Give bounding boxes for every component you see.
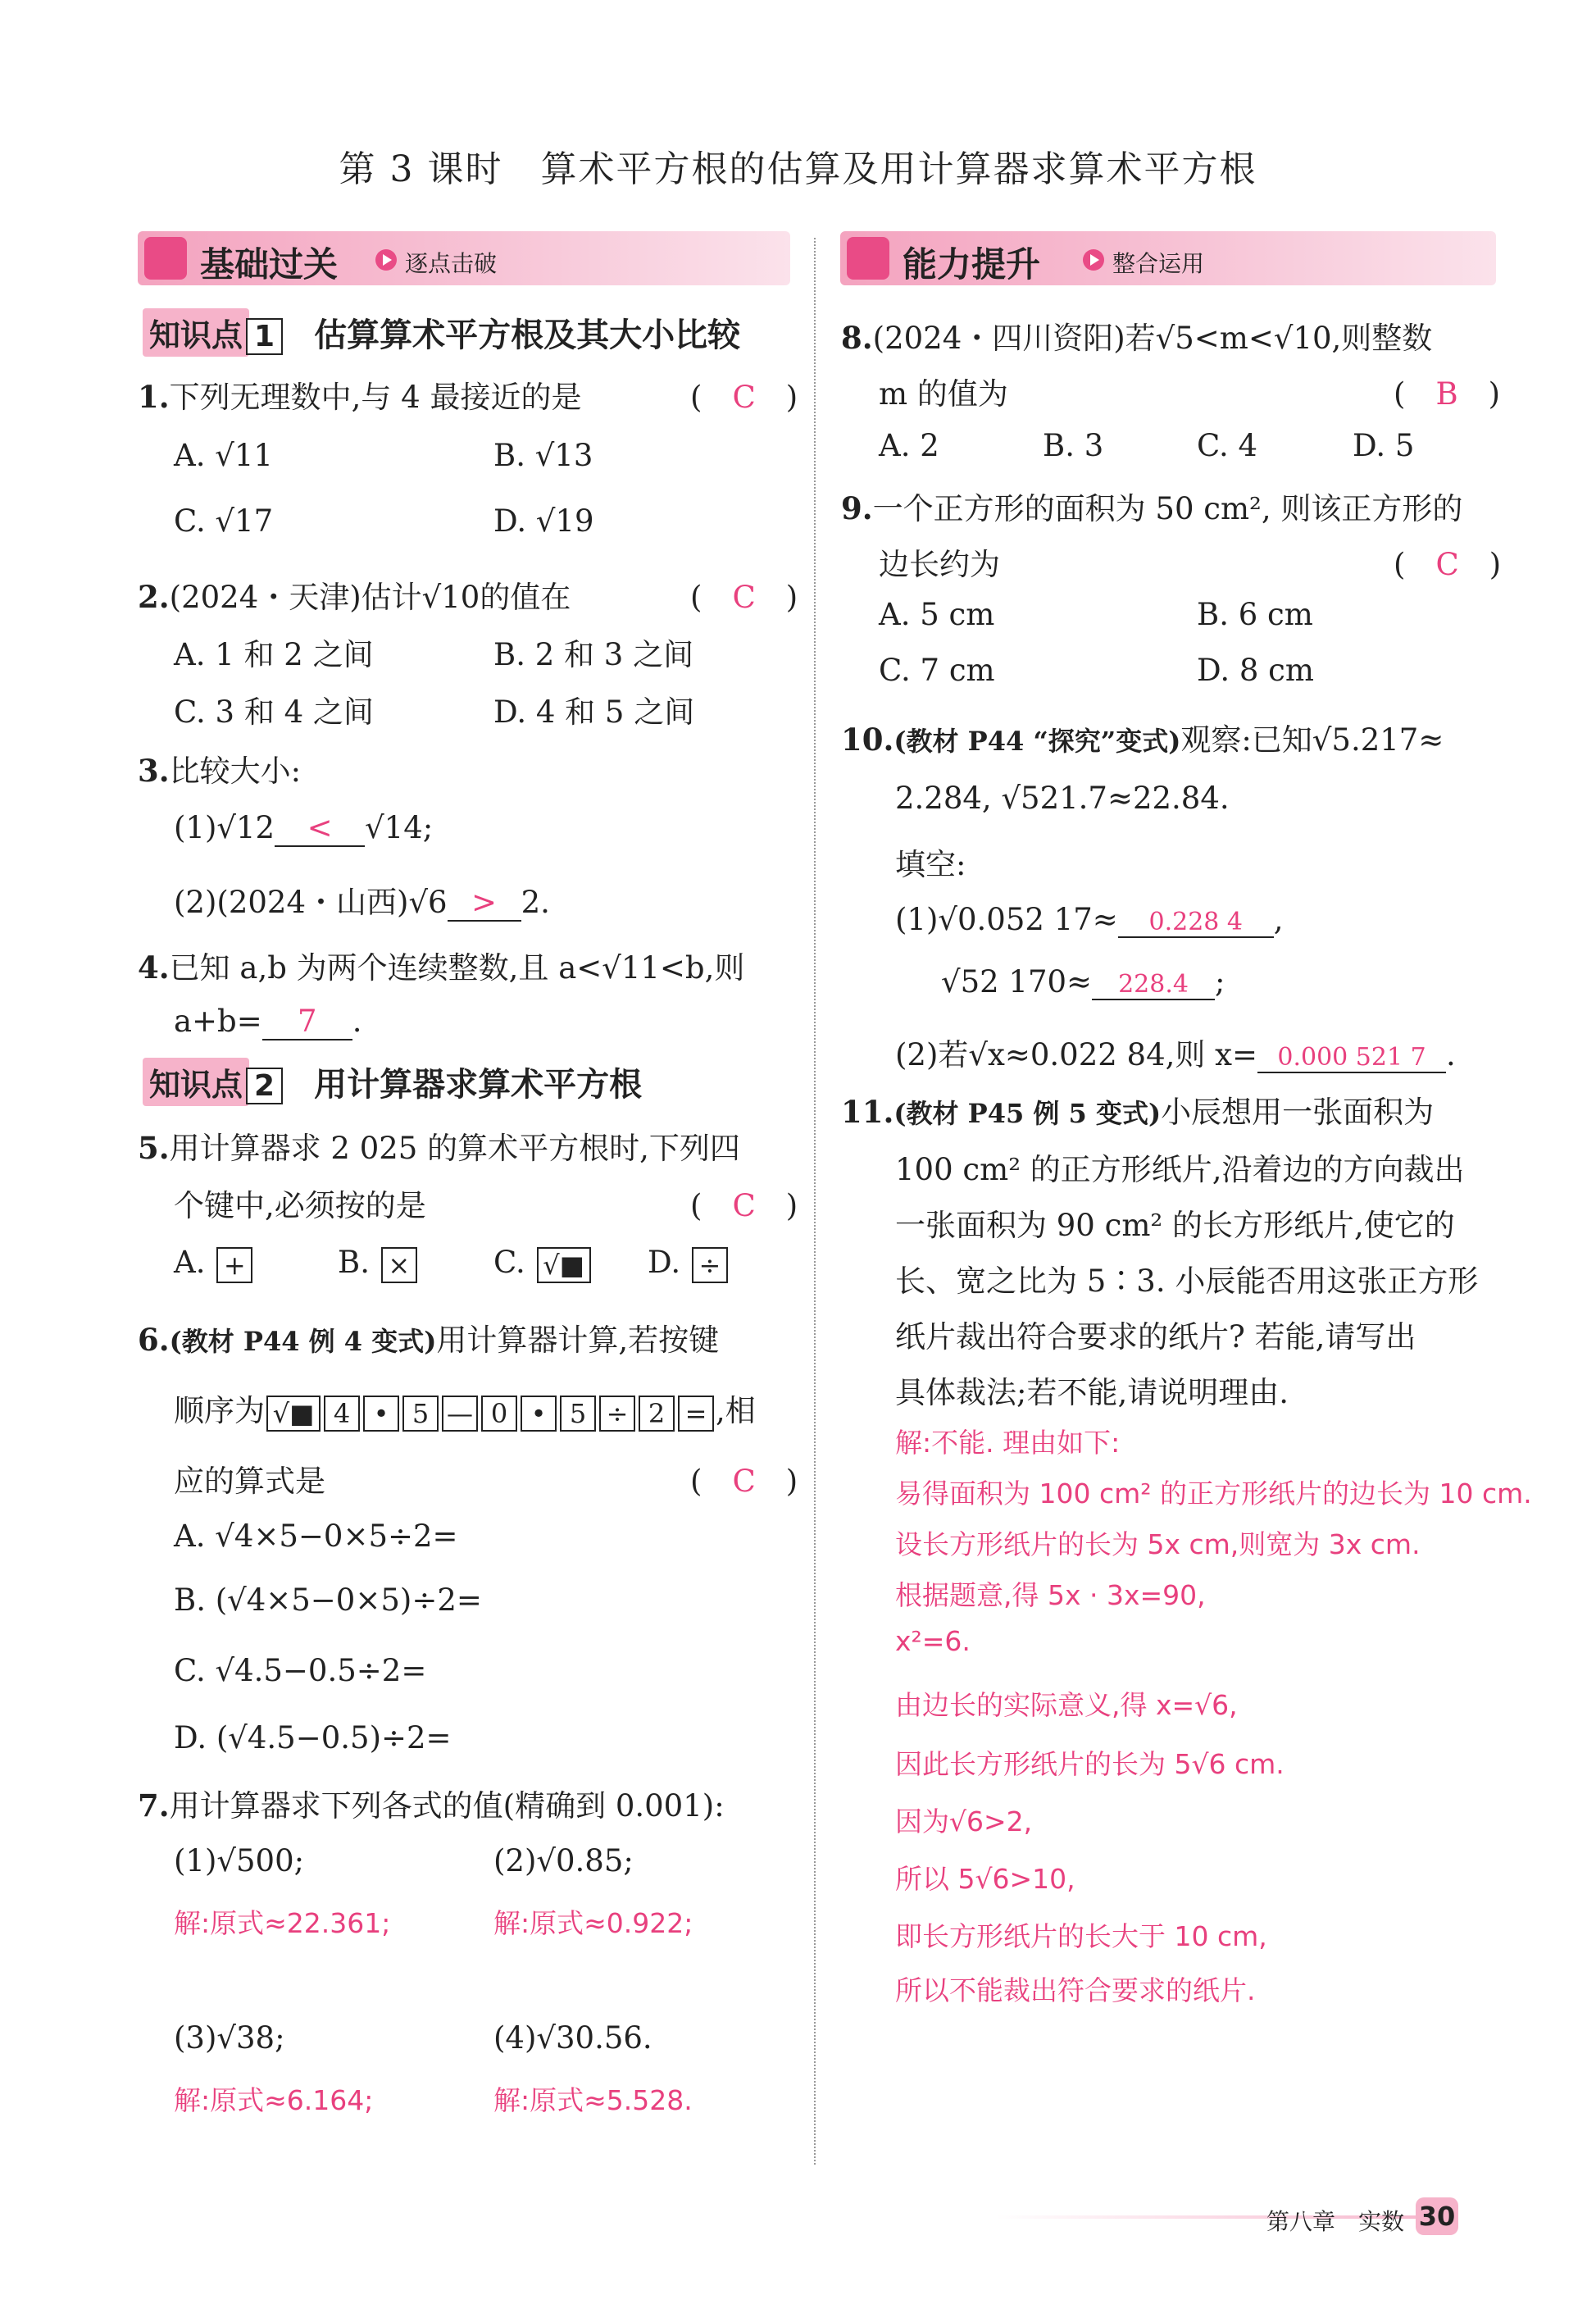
option: A. 2 [879, 428, 939, 463]
q10-line3: 填空: [895, 847, 966, 882]
option: B. 2 和 3 之间 [493, 637, 694, 672]
option: C. 4 [1197, 428, 1258, 463]
q11-line: 一张面积为 90 cm² 的长方形纸片,使它的 [895, 1208, 1455, 1243]
q11-line: 纸片裁出符合要求的纸片? 若能,请写出 [895, 1319, 1416, 1355]
q11-line: 具体裁法;若不能,请说明理由. [895, 1375, 1289, 1410]
kp-tag: 知识点 [143, 1058, 249, 1106]
q8-line2: m 的值为 [879, 376, 1008, 412]
q7-expr: (2)√0.85; [493, 1843, 634, 1878]
option: D. (√4.5−0.5)÷2= [174, 1720, 452, 1755]
question-8: 8.(2024・四川资阳)若√5<m<√10,则整数 [841, 320, 1433, 356]
answer-paren: ( C ) [1394, 547, 1502, 582]
question-6: 6.(教材 P44 例 4 变式)用计算器计算,若按键 [138, 1322, 720, 1358]
option: C. 3 和 4 之间 [174, 694, 374, 730]
answer-paren: ( C ) [690, 380, 798, 415]
basic-section-title: 基础过关 [200, 244, 339, 285]
q11-solution-line: 即长方形纸片的长大于 10 cm, [895, 1920, 1267, 1952]
q11-line: 100 cm² 的正方形纸片,沿着边的方向裁出 [895, 1152, 1465, 1187]
q7-solution: 解:原式≈6.164; [174, 2084, 374, 2116]
kp-number: 2 [246, 1068, 283, 1104]
plus-key: + [216, 1247, 252, 1283]
option: A. √4×5−0×5÷2= [174, 1519, 458, 1554]
option: C. √17 [174, 503, 274, 539]
option: B. 3 [1043, 428, 1104, 463]
divide-key: ÷ [692, 1247, 728, 1283]
q10-line2: 2.284, √521.7≈22.84. [895, 781, 1230, 816]
answer-paren: ( C ) [690, 1464, 798, 1499]
option: D. 4 和 5 之间 [493, 694, 695, 730]
question-3: 3.比较大小: [138, 753, 302, 789]
option: D. 5 [1353, 428, 1415, 463]
multiply-key: × [381, 1247, 417, 1283]
q11-solution-line: 解:不能. 理由如下: [895, 1427, 1121, 1459]
q4-line2: a+b= 7 . [174, 1004, 362, 1039]
ability-section-title: 能力提升 [903, 244, 1041, 285]
ability-section-subtitle: 整合运用 [1112, 250, 1205, 277]
question-4: 4.已知 a,b 为两个连续整数,且 a<√11<b,则 [138, 949, 745, 986]
q6-line3: 应的算式是 [174, 1464, 325, 1499]
q9-line2: 边长约为 [879, 547, 1000, 582]
option: C. √4.5−0.5÷2= [174, 1653, 427, 1688]
q11-solution-line: 因此长方形纸片的长为 5√6 cm. [895, 1748, 1285, 1780]
q11-solution-line: 设长方形纸片的长为 5x cm,则宽为 3x cm. [895, 1528, 1421, 1560]
answer-paren: ( C ) [690, 1188, 798, 1223]
q11-solution-line: 所以 5√6>10, [895, 1863, 1075, 1895]
question-7: 7.用计算器求下列各式的值(精确到 0.001): [138, 1787, 725, 1824]
q3-part1: (1)√12 < √14; [174, 810, 434, 845]
option: A. 5 cm [879, 597, 995, 632]
chapter-label: 第八章 实数 [1266, 2208, 1405, 2235]
kp-tag: 知识点 [143, 308, 249, 357]
ability-section-bar [840, 231, 1496, 285]
option: B. 6 cm [1197, 597, 1313, 632]
q7-solution: 解:原式≈5.528. [493, 2084, 693, 2116]
q7-solution: 解:原式≈0.922; [493, 1907, 693, 1939]
q11-solution-line: 易得面积为 100 cm² 的正方形纸片的边长为 10 cm. [895, 1478, 1532, 1509]
option: B. × [338, 1245, 419, 1283]
question-1: 1.下列无理数中,与 4 最接近的是 [138, 379, 582, 415]
question-10: 10.(教材 P44 “探究”变式)观察:已知√5.217≈ [841, 722, 1444, 758]
option: C. √■ [493, 1245, 593, 1283]
people-pencil-icon [144, 237, 187, 280]
question-5: 5.用计算器求 2 025 的算术平方根时,下列四 [138, 1130, 740, 1166]
q11-solution-line: x²=6. [895, 1625, 971, 1657]
knowledge-point-2 [143, 1058, 642, 1106]
play-icon [1083, 249, 1104, 271]
basic-section-subtitle: 逐点击破 [405, 250, 498, 277]
q11-solution-line: 由边长的实际意义,得 x=√6, [895, 1689, 1238, 1721]
q11-line: 长、宽之比为 5∶3. 小辰能否用这张正方形 [895, 1264, 1479, 1299]
option: D. 8 cm [1197, 653, 1314, 688]
sqrt-key: √■ [537, 1247, 591, 1283]
kp-title: 用计算器求算术平方根 [314, 1066, 643, 1104]
q7-expr: (1)√500; [174, 1843, 305, 1878]
option: A. + [174, 1245, 254, 1283]
play-icon [375, 249, 397, 271]
rocket-icon [847, 237, 889, 280]
question-9: 9.一个正方形的面积为 50 cm², 则该正方形的 [841, 490, 1463, 526]
q7-solution: 解:原式≈22.361; [174, 1907, 391, 1939]
option: B. (√4×5−0×5)÷2= [174, 1582, 482, 1618]
question-11: 11.(教材 P45 例 5 变式)小辰想用一张面积为 [841, 1094, 1435, 1130]
lesson-title: 第 3 课时 算术平方根的估算及用计算器求算术平方根 [339, 148, 1257, 190]
kp-title: 估算算术平方根及其大小比较 [314, 316, 741, 354]
option: A. 1 和 2 之间 [174, 637, 374, 672]
page-number: 30 [1416, 2197, 1458, 2235]
q10-part2: (2)若√x≈0.022 84,则 x= 0.000 521 7 . [895, 1037, 1456, 1072]
q11-solution-line: 所以不能裁出符合要求的纸片. [895, 1974, 1256, 2006]
knowledge-point-1 [143, 308, 740, 357]
q10-part1b: √52 170≈ 228.4 ; [941, 964, 1225, 999]
q11-solution-line: 根据题意,得 5x · 3x=90, [895, 1579, 1206, 1611]
option: C. 7 cm [879, 653, 995, 688]
q5-line2: 个键中,必须按的是 [174, 1188, 426, 1223]
question-2: 2.(2024・天津)估计√10的值在 [138, 579, 571, 615]
q10-part1: (1)√0.052 17≈ 0.228 4 , [895, 902, 1284, 937]
q7-expr: (3)√38; [174, 2020, 285, 2056]
option: D. √19 [493, 503, 594, 539]
answer-paren: ( B ) [1394, 376, 1501, 412]
q6-key-sequence: 顺序为 √■ 4 • 5 — 0 • 5 ÷ 2 = ,相 [174, 1386, 756, 1432]
q3-part2: (2)(2024・山西)√6 > 2. [174, 885, 550, 920]
column-divider [814, 238, 816, 2165]
kp-number: 1 [246, 318, 283, 355]
option: A. √11 [174, 438, 273, 473]
q7-expr: (4)√30.56. [493, 2020, 652, 2056]
option: D. ÷ [648, 1245, 730, 1283]
basic-section-bar [138, 231, 790, 285]
answer-paren: ( C ) [690, 580, 798, 615]
option: B. √13 [493, 438, 593, 473]
q11-solution-line: 因为√6>2, [895, 1805, 1033, 1837]
